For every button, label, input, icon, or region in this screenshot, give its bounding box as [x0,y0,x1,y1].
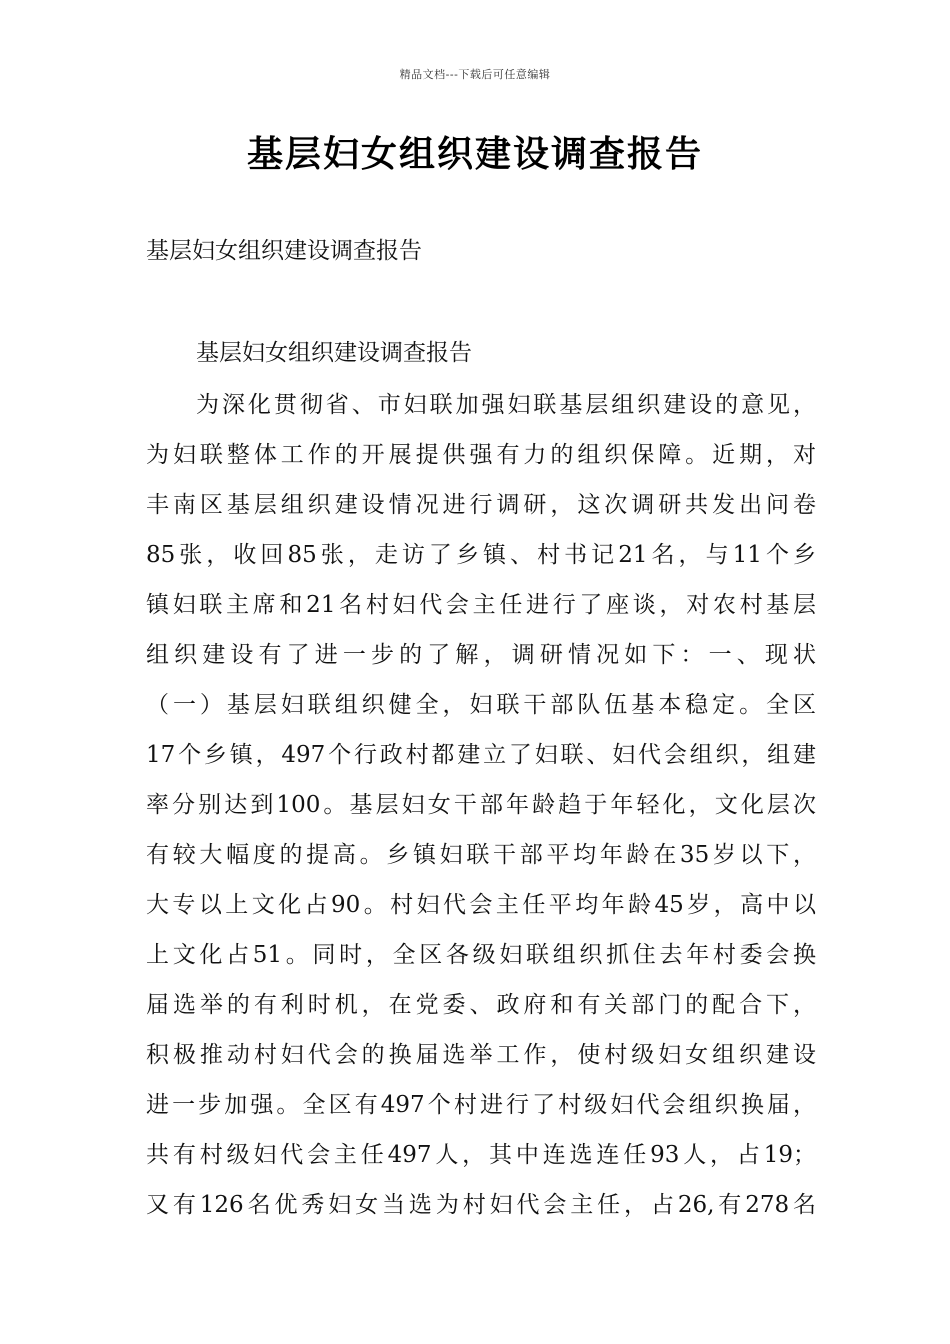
body-line: 镇妇联主席和21名村妇代会主任进行了座谈，对农村基层 [146,592,816,618]
body-line: 进一步加强。全区有497个村进行了村级妇代会组织换届， [146,1092,816,1118]
document-title: 基层妇女组织建设调查报告 [246,133,703,175]
body-line: 85张，收回85张，走访了乡镇、村书记21名，与11个乡 [146,542,816,568]
body-paragraph [146,380,816,1230]
body-line: 率分别达到100。基层妇女干部年龄趋于年轻化，文化层次 [146,792,816,818]
section-heading: 基层妇女组织建设调查报告 [196,340,472,366]
body-line: 为深化贯彻省、市妇联加强妇联基层组织建设的意见， [196,392,816,418]
document-subtitle: 基层妇女组织建设调查报告 [146,238,422,264]
body-line: 大专以上文化占90。村妇代会主任平均年龄45岁，高中以 [146,892,816,918]
header-note: 精品文档---下载后可任意编辑 [399,68,551,81]
body-line: 上文化占51。同时，全区各级妇联组织抓住去年村委会换 [146,942,816,968]
body-line: 共有村级妇代会主任497人，其中连选连任93人，占19； [146,1142,816,1168]
body-line: 为妇联整体工作的开展提供强有力的组织保障。近期，对 [146,442,816,468]
body-line: 有较大幅度的提高。乡镇妇联干部平均年龄在35岁以下， [146,842,816,868]
body-line: 丰南区基层组织建设情况进行调研，这次调研共发出问卷 [146,492,816,518]
body-line: 届选举的有利时机，在党委、政府和有关部门的配合下， [146,992,816,1018]
body-line: 组织建设有了进一步的了解，调研情况如下：一、现状 [146,642,816,668]
body-line: 又有126名优秀妇女当选为村妇代会主任，占26,有278名 [146,1192,816,1218]
body-line: 17个乡镇，497个行政村都建立了妇联、妇代会组织，组建 [146,742,816,768]
body-line: （一）基层妇联组织健全，妇联干部队伍基本稳定。全区 [146,692,816,718]
body-line: 积极推动村妇代会的换届选举工作，使村级妇女组织建设 [146,1042,816,1068]
